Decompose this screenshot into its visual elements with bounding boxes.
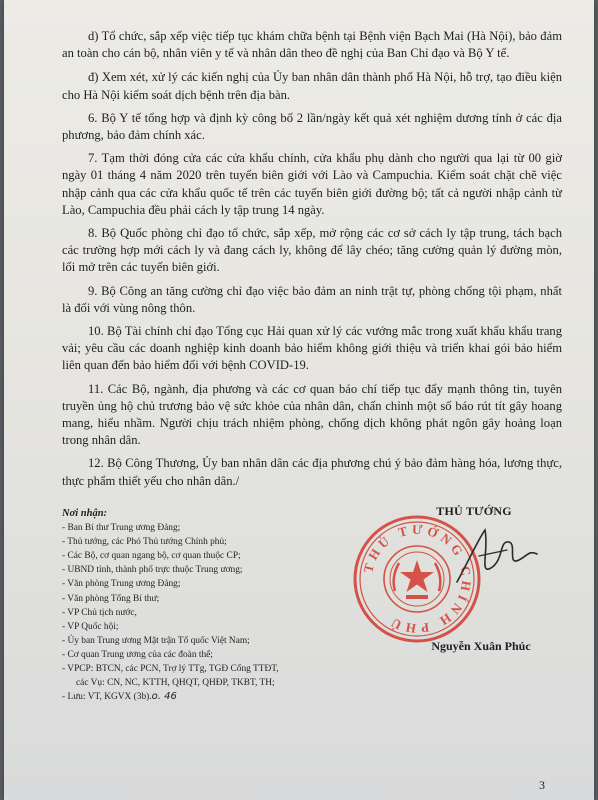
paragraph-7: 7. Tạm thời đóng cửa các cửa khẩu chính, cửa khẩu phụ dành cho người qua lại từ 00 giờ ngày 01 tháng 4 năm 2020 trên tuyến biên giới với Lào và Campuchia. Kiểm soát chặt chẽ việc nhập cảnh qua các cửa khẩu quốc tế trên các tuyến biên giới đường bộ; tất cả người nhập cảnh từ Lào, Campuchia đều phải cách ly tập trung 14 ngày. xyxy=(62,151,562,217)
seal-text: THỦ TƯỚNG CHÍNH PHỦ xyxy=(360,521,475,637)
recipient-item: - Cơ quan Trung ương của các đoàn thể; xyxy=(62,649,213,660)
recipient-item-last xyxy=(62,690,372,704)
recipient-last-prefix: - Lưu: VT, KGVX (3b). xyxy=(62,692,152,703)
recipient-item: - VP Quốc hội; xyxy=(62,621,119,632)
signer-name: Nguyễn Xuân Phúc xyxy=(431,639,531,653)
paragraph-9: 9. Bộ Công an tăng cường chỉ đạo việc bảo đảm an ninh trật tự, phòng chống tội phạm, nhất là đối với vùng nông thôn. xyxy=(62,283,562,315)
recipient-item: - Thủ tướng, các Phó Thủ tướng Chính phủ; xyxy=(62,537,227,548)
document-page xyxy=(4,0,594,800)
paragraph-d: d) Tổ chức, sắp xếp việc tiếp tục khám chữa bệnh tại Bệnh viện Bạch Mai (Hà Nội), bảo đảm an toàn cho cán bộ, nhân viên y tế và nhân dân theo đề nghị của Ban Chỉ đạo và Bộ Y tế. xyxy=(62,29,562,61)
recipient-item: - Văn phòng Trung ương Đảng; xyxy=(62,579,181,590)
document-body xyxy=(62,28,562,496)
recipients-heading: Nơi nhận: xyxy=(62,508,108,519)
signatory-title: THỦ TƯỚNG xyxy=(436,504,512,518)
paragraph-dd: đ) Xem xét, xử lý các kiến nghị của Ủy ban nhân dân thành phố Hà Nội, hỗ trợ, tạo điều kiện cho Hà Nội kiểm soát dịch bệnh trên địa bàn. xyxy=(62,70,562,102)
paragraph-11: 11. Các Bộ, ngành, địa phương và các cơ quan báo chí tiếp tục đẩy mạnh thông tin, tuyên truyền ủng hộ chủ trương bảo vệ sức khỏe của nhân dân, chấn chỉnh một số báo rút tít gây hoang mang, hiểu nhầm. Người chịu trách nhiệm phòng, chống dịch không phát ngôn gây hoảng loạn trong nhân dân. xyxy=(62,381,562,448)
paragraph-8: 8. Bộ Quốc phòng chỉ đạo tổ chức, sắp xếp, mở rộng các cơ sở cách ly tập trung, tách bạch các trường hợp mới cách ly và đang cách ly, không để lây chéo; tăng cường quản lý đường mòn, lối mở trên các tuyến biên giới. xyxy=(62,226,562,275)
paragraph-10: 10. Bộ Tài chính chỉ đạo Tổng cục Hải quan xử lý các vướng mắc trong xuất khẩu khẩu trang vải; yêu cầu các doanh nghiệp kinh doanh bảo hiểm không giới thiệu và triển khai gói bảo hiểm liên quan đến bảo hiểm đối với bệnh COVID-19. xyxy=(62,324,562,373)
recipients-list xyxy=(62,507,372,704)
handwritten-copy-count: o. 46 xyxy=(151,691,177,703)
recipient-item: - Văn phòng Tổng Bí thư; xyxy=(62,593,160,604)
recipient-item: - Các Bộ, cơ quan ngang bộ, cơ quan thuộc CP; xyxy=(62,551,241,562)
recipient-item: - VPCP: BTCN, các PCN, Trợ lý TTg, TGĐ Cổng TTĐT, xyxy=(62,664,279,675)
recipient-item: các Vụ: CN, NC, KTTH, QHQT, QHĐP, TKBT, TH; xyxy=(76,678,275,689)
handwritten-signature-icon xyxy=(449,520,544,600)
recipient-item: - UBND tỉnh, thành phố trực thuộc Trung ương; xyxy=(62,565,243,576)
recipient-item: - VP Chủ tịch nước, xyxy=(62,607,137,618)
recipient-item: - Ban Bí thư Trung ương Đảng; xyxy=(62,523,181,534)
recipient-item: - Ủy ban Trung ương Mặt trận Tổ quốc Việt Nam; xyxy=(62,635,250,646)
page-number: 3 xyxy=(539,778,545,792)
paragraph-12: 12. Bộ Công Thương, Ủy ban nhân dân các địa phương chú ý bảo đảm hàng hóa, lương thực, thực phẩm thiết yếu cho nhân dân./ xyxy=(62,456,562,488)
paragraph-6: 6. Bộ Y tế tổng hợp và định kỳ công bố 2 lần/ngày kết quả xét nghiệm dương tính ở các địa phương, bảo đảm chính xác. xyxy=(62,110,562,143)
